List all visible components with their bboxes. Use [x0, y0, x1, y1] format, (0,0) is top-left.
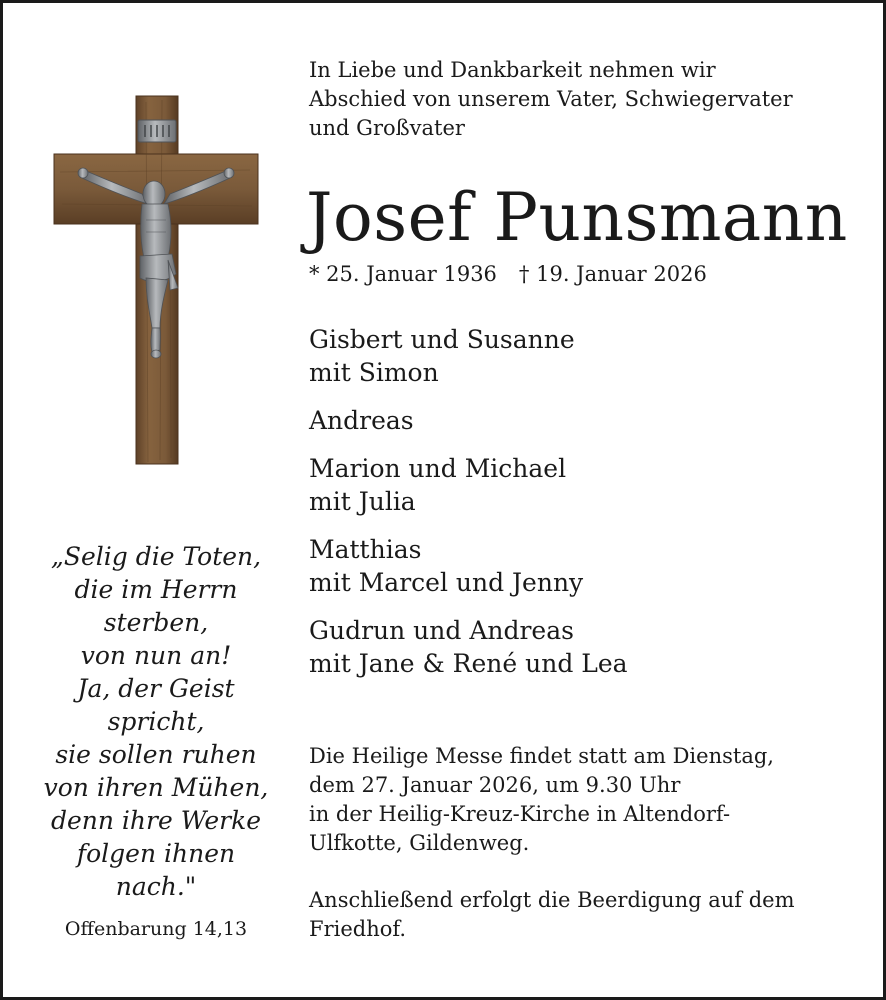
verse-line: folgen ihnen: [76, 839, 236, 868]
family-line: Marion und Michael: [309, 454, 567, 483]
verse-line: nach.": [115, 872, 197, 901]
death-date: † 19. Januar 2026: [518, 262, 707, 286]
intro-line: und Großvater: [309, 116, 465, 140]
mass-line: Ulfkotte, Gildenweg.: [309, 831, 530, 855]
family-line: Matthias: [309, 535, 422, 564]
verse-source: Offenbarung 14,13: [64, 918, 248, 940]
mass-line: dem 27. Januar 2026, um 9.30 Uhr: [309, 773, 681, 797]
verse-line: spricht,: [107, 707, 205, 736]
family-line: Gudrun und Andreas: [309, 616, 574, 645]
family-line: mit Julia: [309, 487, 416, 516]
verse-line: Ja, der Geist: [77, 674, 235, 703]
crucifix-icon: [50, 92, 265, 472]
family-list: [309, 323, 869, 695]
burial-info: [309, 886, 869, 944]
intro-line: Abschied von unserem Vater, Schwiegervater: [309, 87, 793, 111]
family-group: [309, 452, 869, 518]
verse-line: sterben,: [103, 608, 209, 637]
verse-line: von ihren Mühen,: [43, 773, 269, 802]
verse-line: die im Herrn: [74, 575, 238, 604]
burial-line: Friedhof.: [309, 917, 407, 941]
family-group: [309, 614, 869, 680]
family-line: Andreas: [309, 406, 414, 435]
family-line: mit Marcel und Jenny: [309, 568, 584, 597]
verse-line: sie sollen ruhen: [55, 740, 257, 769]
intro-text: [309, 56, 869, 143]
family-line: Gisbert und Susanne: [309, 325, 575, 354]
family-line: mit Simon: [309, 358, 439, 387]
family-line: mit Jane & René und Lea: [309, 649, 628, 678]
verse-line: „Selig die Toten,: [50, 542, 262, 571]
birth-date: * 25. Januar 1936: [309, 262, 497, 286]
burial-line: Anschließend erfolgt die Beerdigung auf dem: [309, 888, 795, 912]
family-group: [309, 323, 869, 389]
mass-info: [309, 742, 869, 858]
mass-line: in der Heilig-Kreuz-Kirche in Altendorf-: [309, 802, 731, 826]
life-dates: [309, 260, 707, 288]
verse-line: denn ihre Werke: [50, 806, 262, 835]
verse-line: von nun an!: [80, 641, 232, 670]
family-group: [309, 533, 869, 599]
deceased-name: Josef Punsmann: [306, 179, 848, 256]
intro-line: In Liebe und Dankbarkeit nehmen wir: [309, 58, 716, 82]
family-group: [309, 404, 869, 437]
bible-verse: [20, 540, 292, 903]
mass-line: Die Heilige Messe findet statt am Dienstag,: [309, 744, 774, 768]
